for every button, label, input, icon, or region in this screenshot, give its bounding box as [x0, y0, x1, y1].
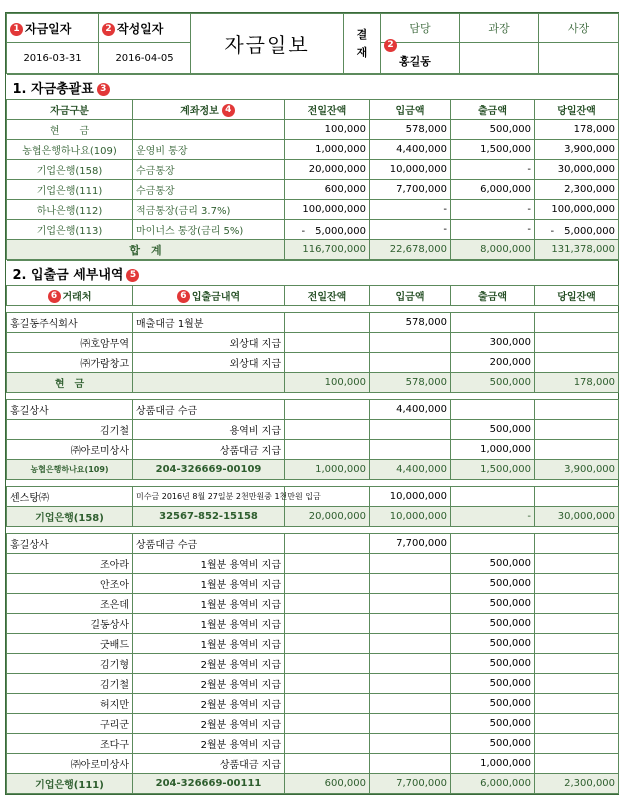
summary-row: [7, 140, 619, 160]
today-balance-cell: [535, 400, 619, 420]
deposit-cell: 4,400,000: [370, 140, 451, 160]
prev-balance-cell: [285, 440, 370, 460]
withdrawal-cell: 500,000: [451, 674, 535, 694]
today-balance-cell: [535, 574, 619, 594]
total-label: 합 계: [7, 240, 285, 260]
withdrawal-cell: 500,000: [451, 120, 535, 140]
approver-staff: 담당: [381, 14, 460, 43]
detail-row: [7, 333, 619, 353]
deposit-cell: 10,000,000: [370, 160, 451, 180]
detail-row: [7, 694, 619, 714]
withdrawal-cell: 300,000: [451, 333, 535, 353]
withdrawal-cell: 500,000: [451, 734, 535, 754]
write-date-label: 2 작성일자: [99, 14, 191, 43]
total-deposit: 22,678,000: [370, 240, 451, 260]
withdrawal-cell: 500,000: [451, 714, 535, 734]
transaction-detail-cell: 상품대금 수금: [133, 400, 285, 420]
account-info-cell: 적금통장(금리 3.7%): [133, 200, 285, 220]
detail-row: [7, 614, 619, 634]
counterparty-cell: 길동상사: [7, 614, 133, 634]
transaction-detail-cell: 미수금 2016년 8월 27일분 2천만원중 1천만원 입금: [133, 487, 285, 507]
summary-row: [7, 160, 619, 180]
summary-total-row: [7, 240, 619, 260]
summary-row: [7, 120, 619, 140]
detail-table: [6, 260, 619, 794]
transaction-detail-cell: 1월분 용역비 지급: [133, 554, 285, 574]
transaction-detail-cell: 1월분 용역비 지급: [133, 574, 285, 594]
deposit-cell: [370, 654, 451, 674]
deposit-cell: [370, 734, 451, 754]
summary-row: [7, 200, 619, 220]
deposit-cell: -: [370, 220, 451, 240]
fund-type-cell: 하나은행(112): [7, 200, 133, 220]
marker-2b: 2: [384, 39, 397, 52]
deposit-cell: [370, 694, 451, 714]
detail-row: [7, 654, 619, 674]
account-info-cell: 운영비 통장: [133, 140, 285, 160]
manager-signature: 2홍길동: [381, 43, 460, 74]
marker-4: 4: [222, 104, 235, 117]
today-balance-cell: [535, 487, 619, 507]
detail-row: [7, 754, 619, 774]
summary-row: [7, 180, 619, 200]
deposit-cell: 578,000: [370, 120, 451, 140]
counterparty-cell: 안조아: [7, 574, 133, 594]
prev-balance-cell: 20,000,000: [285, 160, 370, 180]
today-balance-cell: 178,000: [535, 373, 619, 393]
col-account-info: 계좌정보 4: [133, 100, 285, 120]
counterparty-cell: ㈜아로미상사: [7, 440, 133, 460]
prev-balance-cell: - 5,000,000: [285, 220, 370, 240]
deposit-cell: [370, 594, 451, 614]
today-balance-cell: [535, 440, 619, 460]
withdrawal-cell: 6,000,000: [451, 180, 535, 200]
report-header: [6, 13, 619, 74]
withdrawal-cell: 1,500,000: [451, 140, 535, 160]
prev-balance-cell: [285, 694, 370, 714]
col-deposit-2: 입금액: [370, 286, 451, 306]
today-balance-cell: 30,000,000: [535, 507, 619, 527]
fund-type-cell: 기업은행(113): [7, 220, 133, 240]
counterparty-cell: 홍길상사: [7, 400, 133, 420]
detail-header-row: [7, 286, 619, 306]
today-balance-cell: [535, 734, 619, 754]
marker-5: 5: [126, 269, 139, 282]
transaction-detail-cell: 상품대금 지급: [133, 754, 285, 774]
today-balance-cell: 100,000,000: [535, 200, 619, 220]
counterparty-cell: ㈜아로미상사: [7, 754, 133, 774]
transaction-detail-cell: 1월분 용역비 지급: [133, 594, 285, 614]
prev-balance-cell: [285, 754, 370, 774]
marker-6a: 6: [48, 290, 61, 303]
today-balance-cell: - 5,000,000: [535, 220, 619, 240]
counterparty-cell: 김기철: [7, 420, 133, 440]
deposit-cell: [370, 420, 451, 440]
fund-type-cell: 농협은행하나요(109): [7, 140, 133, 160]
detail-row: [7, 734, 619, 754]
prev-balance-cell: 600,000: [285, 180, 370, 200]
today-balance-cell: [535, 353, 619, 373]
withdrawal-cell: 500,000: [451, 594, 535, 614]
prev-balance-cell: 100,000: [285, 120, 370, 140]
counterparty-cell: 김기철: [7, 674, 133, 694]
withdrawal-cell: -: [451, 220, 535, 240]
prev-balance-cell: [285, 734, 370, 754]
deposit-cell: 578,000: [370, 313, 451, 333]
prev-balance-cell: 1,000,000: [285, 140, 370, 160]
deposit-cell: [370, 714, 451, 734]
today-balance-cell: 3,900,000: [535, 140, 619, 160]
marker-2: 2: [102, 23, 115, 36]
detail-row: [7, 420, 619, 440]
summary-row: [7, 220, 619, 240]
account-number-cell: 204-326669-00109: [133, 460, 285, 480]
transaction-detail-cell: 용역비 지급: [133, 420, 285, 440]
today-balance-cell: [535, 674, 619, 694]
withdrawal-cell: 6,000,000: [451, 774, 535, 794]
detail-row: [7, 440, 619, 460]
group-spacer: [7, 393, 619, 400]
withdrawal-cell: 1,000,000: [451, 754, 535, 774]
fund-type-cell: 기업은행(111): [7, 180, 133, 200]
counterparty-cell: ㈜호암무역: [7, 333, 133, 353]
prev-balance-cell: 1,000,000: [285, 460, 370, 480]
today-balance-cell: [535, 420, 619, 440]
withdrawal-cell: 500,000: [451, 373, 535, 393]
withdrawal-cell: 200,000: [451, 353, 535, 373]
transaction-detail-cell: 2월분 용역비 지급: [133, 694, 285, 714]
detail-row: [7, 574, 619, 594]
prev-balance-cell: [285, 574, 370, 594]
report-title: 자금일보: [191, 14, 344, 74]
detail-row: [7, 534, 619, 554]
summary-table: [6, 74, 619, 260]
account-name-cell: 기업은행(111): [7, 774, 133, 794]
deposit-cell: 7,700,000: [370, 774, 451, 794]
deposit-cell: [370, 574, 451, 594]
account-name-cell: 현 금: [7, 373, 133, 393]
transaction-detail-cell: 외상대 지급: [133, 333, 285, 353]
col-transaction-detail: 6 입출금내역: [133, 286, 285, 306]
prev-balance-cell: [285, 674, 370, 694]
counterparty-cell: 허지만: [7, 694, 133, 714]
ceo-sign-box: [539, 43, 619, 74]
prev-balance-cell: [285, 594, 370, 614]
counterparty-cell: 굿배드: [7, 634, 133, 654]
detail-row: [7, 487, 619, 507]
prev-balance-cell: [285, 554, 370, 574]
prev-balance-cell: [285, 353, 370, 373]
group-subtotal-row: [7, 373, 619, 393]
summary-section-title: 1. 자금총괄표 3: [7, 75, 619, 100]
withdrawal-cell: [451, 313, 535, 333]
transaction-detail-cell: 매출대금 1월분: [133, 313, 285, 333]
deposit-cell: [370, 634, 451, 654]
account-info-cell: 수금통장: [133, 180, 285, 200]
deposit-cell: [370, 554, 451, 574]
spacer-cell: [7, 480, 619, 487]
withdrawal-cell: 500,000: [451, 574, 535, 594]
withdrawal-cell: 500,000: [451, 694, 535, 714]
deposit-cell: 7,700,000: [370, 534, 451, 554]
spacer-cell: [7, 306, 619, 313]
transaction-detail-cell: 2월분 용역비 지급: [133, 714, 285, 734]
col-today-balance-2: 당일잔액: [535, 286, 619, 306]
today-balance-cell: [535, 714, 619, 734]
counterparty-cell: ㈜가람창고: [7, 353, 133, 373]
manager-sign-box: [460, 43, 539, 74]
transaction-detail-cell: 2월분 용역비 지급: [133, 734, 285, 754]
withdrawal-cell: [451, 487, 535, 507]
group-subtotal-row: [7, 460, 619, 480]
account-number-cell: 204-326669-00111: [133, 774, 285, 794]
total-withdrawal: 8,000,000: [451, 240, 535, 260]
withdrawal-cell: [451, 534, 535, 554]
today-balance-cell: 178,000: [535, 120, 619, 140]
withdrawal-cell: 500,000: [451, 554, 535, 574]
transaction-detail-cell: 외상대 지급: [133, 353, 285, 373]
total-prev: 116,700,000: [285, 240, 370, 260]
deposit-cell: -: [370, 200, 451, 220]
prev-balance-cell: [285, 333, 370, 353]
detail-row: [7, 554, 619, 574]
col-prev-balance-2: 전일잔액: [285, 286, 370, 306]
account-name-cell: 기업은행(158): [7, 507, 133, 527]
account-number-cell: [133, 373, 285, 393]
marker-3: 3: [97, 83, 110, 96]
prev-balance-cell: [285, 420, 370, 440]
prev-balance-cell: [285, 614, 370, 634]
withdrawal-cell: 1,500,000: [451, 460, 535, 480]
withdrawal-cell: -: [451, 160, 535, 180]
fund-type-cell: 현 금: [7, 120, 133, 140]
withdrawal-cell: 500,000: [451, 634, 535, 654]
prev-balance-cell: [285, 400, 370, 420]
fund-type-cell: 기업은행(158): [7, 160, 133, 180]
detail-section-title: 2. 입출금 세부내역 5: [7, 261, 619, 286]
counterparty-cell: 조다구: [7, 734, 133, 754]
detail-row: [7, 353, 619, 373]
today-balance-cell: 2,300,000: [535, 774, 619, 794]
detail-row: [7, 634, 619, 654]
counterparty-cell: 센스탕㈜: [7, 487, 133, 507]
approver-ceo: 사장: [539, 14, 619, 43]
account-info-cell: [133, 120, 285, 140]
counterparty-cell: 홍길상사: [7, 534, 133, 554]
approver-manager: 과장: [460, 14, 539, 43]
today-balance-cell: 30,000,000: [535, 160, 619, 180]
withdrawal-cell: 1,000,000: [451, 440, 535, 460]
marker-6b: 6: [177, 290, 190, 303]
today-balance-cell: [535, 694, 619, 714]
prev-balance-cell: [285, 634, 370, 654]
detail-row: [7, 313, 619, 333]
withdrawal-cell: -: [451, 507, 535, 527]
prev-balance-cell: [285, 714, 370, 734]
today-balance-cell: [535, 333, 619, 353]
deposit-cell: 10,000,000: [370, 487, 451, 507]
withdrawal-cell: [451, 400, 535, 420]
group-spacer: [7, 527, 619, 534]
account-info-cell: 마이너스 통장(금리 5%): [133, 220, 285, 240]
group-subtotal-row: [7, 507, 619, 527]
deposit-cell: [370, 353, 451, 373]
today-balance-cell: 2,300,000: [535, 180, 619, 200]
deposit-cell: [370, 614, 451, 634]
prev-balance-cell: 20,000,000: [285, 507, 370, 527]
transaction-detail-cell: 2월분 용역비 지급: [133, 654, 285, 674]
prev-balance-cell: [285, 534, 370, 554]
withdrawal-cell: 500,000: [451, 614, 535, 634]
detail-row: [7, 594, 619, 614]
transaction-detail-cell: 상품대금 지급: [133, 440, 285, 460]
approval-label: 결 재: [344, 14, 381, 74]
counterparty-cell: 조아라: [7, 554, 133, 574]
today-balance-cell: [535, 754, 619, 774]
deposit-cell: 7,700,000: [370, 180, 451, 200]
detail-row: [7, 714, 619, 734]
today-balance-cell: [535, 594, 619, 614]
counterparty-cell: 조은데: [7, 594, 133, 614]
group-spacer: [7, 480, 619, 487]
transaction-detail-cell: 상품대금 수금: [133, 534, 285, 554]
counterparty-cell: 구리군: [7, 714, 133, 734]
col-deposit: 입금액: [370, 100, 451, 120]
prev-balance-cell: [285, 313, 370, 333]
prev-balance-cell: 100,000,000: [285, 200, 370, 220]
write-date-value: 2016-04-05: [99, 43, 191, 74]
spacer-cell: [7, 527, 619, 534]
col-withdrawal: 출금액: [451, 100, 535, 120]
fund-daily-report: [5, 12, 619, 795]
spacer-cell: [7, 393, 619, 400]
col-prev-balance: 전일잔액: [285, 100, 370, 120]
deposit-cell: [370, 333, 451, 353]
fund-date-value: 2016-03-31: [7, 43, 99, 74]
prev-balance-cell: [285, 654, 370, 674]
deposit-cell: 10,000,000: [370, 507, 451, 527]
marker-1: 1: [10, 23, 23, 36]
total-today: 131,378,000: [535, 240, 619, 260]
prev-balance-cell: 600,000: [285, 774, 370, 794]
transaction-detail-cell: 2월분 용역비 지급: [133, 674, 285, 694]
transaction-detail-cell: 1월분 용역비 지급: [133, 634, 285, 654]
detail-row: [7, 674, 619, 694]
withdrawal-cell: -: [451, 200, 535, 220]
today-balance-cell: [535, 634, 619, 654]
deposit-cell: [370, 754, 451, 774]
today-balance-cell: [535, 313, 619, 333]
deposit-cell: 4,400,000: [370, 400, 451, 420]
withdrawal-cell: 500,000: [451, 420, 535, 440]
today-balance-cell: [535, 654, 619, 674]
today-balance-cell: [535, 614, 619, 634]
deposit-cell: 578,000: [370, 373, 451, 393]
col-counterparty: 6 거래처: [7, 286, 133, 306]
detail-row: [7, 400, 619, 420]
counterparty-cell: 홍길동주식회사: [7, 313, 133, 333]
counterparty-cell: 김기형: [7, 654, 133, 674]
account-name-cell: 농협은행하나요(109): [7, 460, 133, 480]
prev-balance-cell: 100,000: [285, 373, 370, 393]
summary-header-row: [7, 100, 619, 120]
group-subtotal-row: [7, 774, 619, 794]
col-today-balance: 당일잔액: [535, 100, 619, 120]
today-balance-cell: [535, 554, 619, 574]
account-number-cell: 32567-852-15158: [133, 507, 285, 527]
fund-date-label: 1 자금일자: [7, 14, 99, 43]
deposit-cell: 4,400,000: [370, 460, 451, 480]
account-info-cell: 수금통장: [133, 160, 285, 180]
withdrawal-cell: 500,000: [451, 654, 535, 674]
deposit-cell: [370, 674, 451, 694]
col-fund-type: 자금구분: [7, 100, 133, 120]
col-withdrawal-2: 출금액: [451, 286, 535, 306]
transaction-detail-cell: 1월분 용역비 지급: [133, 614, 285, 634]
deposit-cell: [370, 440, 451, 460]
today-balance-cell: [535, 534, 619, 554]
today-balance-cell: 3,900,000: [535, 460, 619, 480]
group-spacer: [7, 306, 619, 313]
